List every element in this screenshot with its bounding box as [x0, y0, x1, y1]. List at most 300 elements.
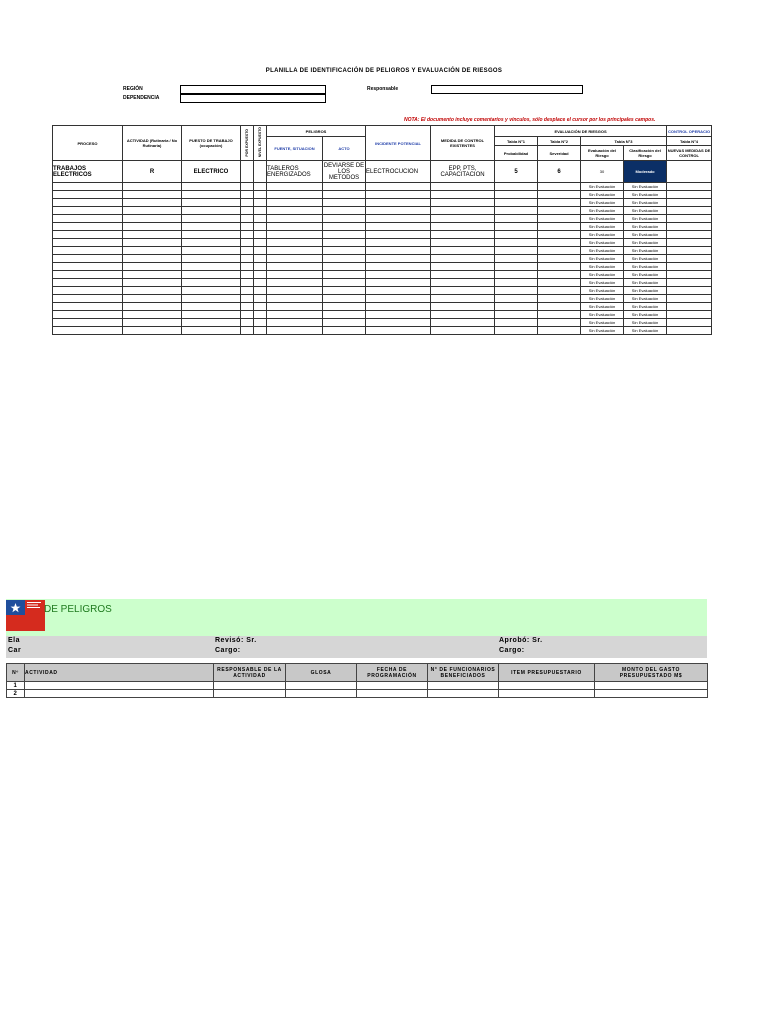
cell-actividad[interactable]: R	[123, 161, 182, 183]
table-cell[interactable]	[53, 311, 123, 319]
table-row	[53, 311, 712, 319]
table-cell[interactable]	[254, 215, 267, 223]
cell-funcionarios[interactable]	[428, 682, 499, 690]
cell-glosa[interactable]	[286, 690, 357, 698]
table-cell[interactable]	[431, 183, 495, 191]
table-cell[interactable]	[182, 327, 241, 335]
cell-evaluacion: Sin Evaluación	[581, 231, 624, 239]
table-cell[interactable]	[366, 183, 431, 191]
table-cell[interactable]	[254, 223, 267, 231]
table-cell[interactable]	[182, 239, 241, 247]
table-cell[interactable]	[431, 231, 495, 239]
table-cell[interactable]	[123, 327, 182, 335]
table-cell[interactable]	[241, 215, 254, 223]
table-cell[interactable]	[254, 183, 267, 191]
table-cell[interactable]	[254, 239, 267, 247]
table-cell[interactable]	[495, 215, 538, 223]
table-cell[interactable]	[123, 263, 182, 271]
table-cell[interactable]	[123, 207, 182, 215]
table-cell[interactable]	[366, 311, 431, 319]
table-cell[interactable]	[254, 207, 267, 215]
table-cell[interactable]	[366, 295, 431, 303]
cell-proceso[interactable]: TRABAJOS ELECTRICOS	[53, 161, 123, 183]
table-cell[interactable]	[366, 255, 431, 263]
cell-probabilidad[interactable]: 5	[495, 161, 538, 183]
table-cell[interactable]	[254, 287, 267, 295]
table-cell[interactable]	[267, 191, 323, 199]
table-cell[interactable]	[431, 255, 495, 263]
cell-evaluacion: Sin Evaluación	[581, 207, 624, 215]
cell-evaluacion: Sin Evaluación	[581, 255, 624, 263]
table-cell[interactable]	[323, 263, 366, 271]
table-cell[interactable]	[182, 207, 241, 215]
table-cell[interactable]	[241, 255, 254, 263]
table-cell[interactable]	[53, 279, 123, 287]
table-cell[interactable]	[431, 199, 495, 207]
table-cell[interactable]	[254, 199, 267, 207]
table-cell[interactable]	[254, 263, 267, 271]
cell-funcionarios[interactable]	[428, 690, 499, 698]
table-cell[interactable]	[366, 215, 431, 223]
table-cell[interactable]	[241, 207, 254, 215]
cell-incidente[interactable]: ELECTROCUCION	[366, 161, 431, 183]
table-cell[interactable]	[267, 231, 323, 239]
table-cell[interactable]	[431, 303, 495, 311]
cell-severidad[interactable]: 6	[538, 161, 581, 183]
table-cell[interactable]	[431, 311, 495, 319]
table-cell[interactable]	[323, 311, 366, 319]
table-cell[interactable]	[254, 319, 267, 327]
table-cell[interactable]	[667, 255, 712, 263]
table-cell[interactable]	[667, 311, 712, 319]
table-cell[interactable]	[53, 231, 123, 239]
cell-evaluacion: Sin Evaluación	[581, 271, 624, 279]
table-cell[interactable]	[53, 199, 123, 207]
table-row	[53, 247, 712, 255]
table-cell[interactable]	[667, 231, 712, 239]
table-cell[interactable]	[53, 223, 123, 231]
table-cell[interactable]	[123, 311, 182, 319]
table-cell[interactable]	[431, 319, 495, 327]
cell-item[interactable]	[499, 682, 595, 690]
table-cell[interactable]	[267, 319, 323, 327]
table-cell[interactable]	[323, 303, 366, 311]
table-cell[interactable]	[538, 247, 581, 255]
cell-fuente[interactable]: TABLEROS ENERGIZADOS	[267, 161, 323, 183]
table-cell[interactable]	[495, 247, 538, 255]
dependencia-label: DEPENDENCIA	[123, 95, 160, 101]
table-cell[interactable]	[366, 287, 431, 295]
table-row	[53, 199, 712, 207]
table-cell[interactable]	[667, 207, 712, 215]
responsable-field[interactable]	[431, 85, 583, 94]
table-cell[interactable]	[366, 327, 431, 335]
table-cell[interactable]	[538, 295, 581, 303]
cell-medida[interactable]: EPP, PTS, CAPACITACION	[431, 161, 495, 183]
table-cell[interactable]	[538, 319, 581, 327]
table-cell[interactable]	[241, 287, 254, 295]
table-cell[interactable]	[366, 303, 431, 311]
cell-nivel-expuesto[interactable]	[254, 161, 267, 183]
table-cell[interactable]	[267, 207, 323, 215]
cell-monto[interactable]	[595, 682, 708, 690]
header-evaluacion: EVALUACIÓN DE RIESGOS	[495, 126, 667, 137]
table-cell[interactable]	[267, 255, 323, 263]
table-cell[interactable]	[366, 271, 431, 279]
table-cell[interactable]	[53, 255, 123, 263]
table-cell[interactable]	[538, 311, 581, 319]
table-cell[interactable]	[667, 319, 712, 327]
table-cell[interactable]	[323, 215, 366, 223]
table-cell[interactable]	[495, 279, 538, 287]
table-cell[interactable]	[53, 287, 123, 295]
table-cell[interactable]	[323, 199, 366, 207]
table-cell[interactable]	[495, 255, 538, 263]
table-cell[interactable]	[431, 271, 495, 279]
cell-por-expuesto[interactable]	[241, 161, 254, 183]
table-cell[interactable]	[667, 303, 712, 311]
table-cell[interactable]	[53, 239, 123, 247]
table-cell[interactable]	[538, 199, 581, 207]
table-cell[interactable]	[53, 303, 123, 311]
table-cell[interactable]	[538, 239, 581, 247]
table-cell[interactable]	[123, 295, 182, 303]
cell-glosa[interactable]	[286, 682, 357, 690]
table-cell[interactable]	[495, 223, 538, 231]
table-cell[interactable]	[538, 271, 581, 279]
table-cell[interactable]	[538, 303, 581, 311]
cell-clasificacion: Sin Evaluación	[624, 247, 667, 255]
table-cell[interactable]	[123, 255, 182, 263]
table-cell[interactable]	[667, 191, 712, 199]
table-cell[interactable]	[123, 191, 182, 199]
table-cell[interactable]	[123, 303, 182, 311]
table-cell[interactable]	[123, 287, 182, 295]
table-cell[interactable]	[495, 287, 538, 295]
table-cell[interactable]	[667, 215, 712, 223]
table-cell[interactable]	[123, 279, 182, 287]
table-cell[interactable]	[254, 303, 267, 311]
table-cell[interactable]	[182, 303, 241, 311]
table-cell[interactable]	[538, 279, 581, 287]
table-cell[interactable]	[323, 183, 366, 191]
table-cell[interactable]	[182, 191, 241, 199]
table-cell[interactable]	[323, 223, 366, 231]
cell-evaluacion: Sin Evaluación	[581, 295, 624, 303]
cell-evaluacion: Sin Evaluación	[581, 311, 624, 319]
table-cell[interactable]	[366, 279, 431, 287]
table-cell[interactable]	[241, 231, 254, 239]
table-cell[interactable]	[267, 279, 323, 287]
table-cell[interactable]	[495, 231, 538, 239]
table-cell[interactable]	[667, 247, 712, 255]
cell-monto[interactable]	[595, 690, 708, 698]
table-cell[interactable]	[667, 183, 712, 191]
header-actividad: ACTIVIDAD (Rutinaria / No Rutinaria)	[123, 126, 182, 161]
table-cell[interactable]	[241, 311, 254, 319]
table-cell[interactable]	[123, 247, 182, 255]
table-cell[interactable]	[667, 271, 712, 279]
cell-clasificacion: Sin Evaluación	[624, 255, 667, 263]
table-cell[interactable]	[538, 207, 581, 215]
table-cell[interactable]	[241, 271, 254, 279]
table-cell[interactable]	[667, 199, 712, 207]
table-cell[interactable]	[323, 191, 366, 199]
table-cell[interactable]	[254, 271, 267, 279]
cell-clasificacion: Sin Evaluación	[624, 319, 667, 327]
table-cell[interactable]	[495, 191, 538, 199]
aprobo-cargo-label: Cargo:	[499, 647, 525, 654]
table-cell[interactable]	[366, 231, 431, 239]
table-cell[interactable]	[53, 295, 123, 303]
table-cell[interactable]	[431, 207, 495, 215]
table-cell[interactable]	[267, 263, 323, 271]
table-cell[interactable]	[538, 191, 581, 199]
table-cell[interactable]	[495, 207, 538, 215]
table-cell[interactable]	[254, 311, 267, 319]
table-cell[interactable]	[431, 191, 495, 199]
elaboro-label: Ela	[8, 637, 21, 644]
table-cell[interactable]	[366, 263, 431, 271]
table-cell[interactable]	[241, 199, 254, 207]
header-tabla1: Tabla N°1	[495, 137, 538, 146]
cell-evaluacion: Sin Evaluación	[581, 263, 624, 271]
table-cell[interactable]	[538, 223, 581, 231]
table-cell[interactable]	[366, 247, 431, 255]
cell-fecha[interactable]	[357, 682, 428, 690]
header-medida: MEDIDA DE CONTROL EXISTENTES	[431, 126, 495, 161]
table-cell[interactable]	[123, 231, 182, 239]
table-row	[7, 690, 708, 698]
table-cell[interactable]	[182, 223, 241, 231]
table-cell[interactable]	[667, 223, 712, 231]
col-item: ITEM PRESUPUESTARIO	[499, 664, 595, 682]
table-cell[interactable]	[431, 327, 495, 335]
cell-clasificacion: Sin Evaluación	[624, 303, 667, 311]
table-cell[interactable]	[53, 207, 123, 215]
table-cell[interactable]	[267, 271, 323, 279]
table-cell[interactable]	[182, 263, 241, 271]
table-cell[interactable]	[267, 215, 323, 223]
table-cell[interactable]	[241, 183, 254, 191]
col-responsable: RESPONSABLE DE LA ACTIVIDAD	[214, 664, 286, 682]
table-cell[interactable]	[267, 247, 323, 255]
table-cell[interactable]	[431, 215, 495, 223]
table-cell[interactable]	[431, 287, 495, 295]
table-cell[interactable]	[241, 191, 254, 199]
header-control-operacional: CONTROL OPERACIO	[667, 126, 712, 137]
cell-acto[interactable]: DEVIARSE DE LOS METODOS	[323, 162, 365, 181]
table-cell[interactable]	[182, 295, 241, 303]
table-cell[interactable]	[667, 295, 712, 303]
table-cell[interactable]	[495, 319, 538, 327]
table-cell[interactable]	[182, 319, 241, 327]
table-cell[interactable]	[123, 215, 182, 223]
table-cell[interactable]	[323, 231, 366, 239]
table-cell[interactable]	[254, 295, 267, 303]
cell-fecha[interactable]	[357, 690, 428, 698]
table-cell[interactable]	[182, 255, 241, 263]
table-cell[interactable]	[667, 287, 712, 295]
table-cell[interactable]	[538, 287, 581, 295]
table-cell[interactable]	[123, 271, 182, 279]
form2-signatures-band	[6, 636, 707, 658]
table-cell[interactable]	[431, 247, 495, 255]
cell-actividad[interactable]	[25, 682, 214, 690]
table-cell[interactable]	[254, 191, 267, 199]
table-cell[interactable]	[431, 295, 495, 303]
table-cell[interactable]	[667, 327, 712, 335]
table-cell[interactable]	[667, 263, 712, 271]
cell-puesto[interactable]: ELECTRICO	[182, 161, 241, 183]
cell-clasificacion: Sin Evaluación	[624, 199, 667, 207]
cell-responsable[interactable]	[214, 690, 286, 698]
table-cell[interactable]	[366, 223, 431, 231]
cell-evaluacion: Sin Evaluación	[581, 191, 624, 199]
table-cell[interactable]	[182, 311, 241, 319]
table-cell[interactable]	[241, 319, 254, 327]
table-cell[interactable]	[123, 319, 182, 327]
table-cell[interactable]	[538, 327, 581, 335]
table-cell[interactable]	[182, 183, 241, 191]
cell-actividad[interactable]	[25, 690, 214, 698]
table-cell[interactable]	[495, 239, 538, 247]
dependencia-field[interactable]	[180, 94, 326, 103]
reviso-label: Revisó: Sr.	[215, 637, 257, 644]
table-cell[interactable]	[53, 271, 123, 279]
table-cell[interactable]	[495, 199, 538, 207]
cell-item[interactable]	[499, 690, 595, 698]
header-tabla4: Tabla N°4	[667, 137, 712, 146]
header-severidad: Severidad	[538, 146, 581, 161]
table-row	[53, 161, 712, 183]
cell-nuevas-medidas[interactable]	[667, 161, 712, 183]
table-cell[interactable]	[267, 311, 323, 319]
table-cell[interactable]	[182, 215, 241, 223]
region-field[interactable]	[180, 85, 326, 94]
table-cell[interactable]	[254, 279, 267, 287]
table-cell[interactable]	[182, 199, 241, 207]
table-cell[interactable]	[53, 191, 123, 199]
table-cell[interactable]	[254, 247, 267, 255]
table-cell[interactable]	[182, 287, 241, 295]
table-cell[interactable]	[241, 295, 254, 303]
table-cell[interactable]	[538, 263, 581, 271]
table-cell[interactable]	[538, 231, 581, 239]
table-row	[53, 271, 712, 279]
table-cell[interactable]	[123, 239, 182, 247]
table-cell[interactable]	[267, 183, 323, 191]
table-cell[interactable]	[323, 279, 366, 287]
table-cell[interactable]	[495, 327, 538, 335]
table-cell[interactable]	[431, 263, 495, 271]
table-cell[interactable]	[323, 319, 366, 327]
header-nivel-expuesto	[254, 126, 267, 161]
table-cell[interactable]	[53, 263, 123, 271]
table-cell[interactable]	[366, 207, 431, 215]
table-cell[interactable]	[123, 183, 182, 191]
table-cell[interactable]	[267, 303, 323, 311]
cell-evaluacion: Sin Evaluación	[581, 327, 624, 335]
table-cell[interactable]	[241, 279, 254, 287]
table-cell[interactable]	[254, 231, 267, 239]
table-cell[interactable]	[267, 199, 323, 207]
cell-clasificacion: Moderado	[624, 161, 667, 183]
table-cell[interactable]	[267, 223, 323, 231]
table-row	[53, 255, 712, 263]
table-cell[interactable]	[495, 295, 538, 303]
table-cell[interactable]	[323, 207, 366, 215]
table-cell[interactable]	[182, 279, 241, 287]
table-cell[interactable]	[495, 271, 538, 279]
table-cell[interactable]	[495, 263, 538, 271]
table-cell[interactable]	[53, 319, 123, 327]
table-cell[interactable]	[241, 263, 254, 271]
table-cell[interactable]	[495, 183, 538, 191]
table-cell[interactable]	[366, 239, 431, 247]
table-cell[interactable]	[267, 295, 323, 303]
table-cell[interactable]	[267, 327, 323, 335]
table-cell[interactable]	[267, 287, 323, 295]
table-cell[interactable]	[241, 223, 254, 231]
table-cell[interactable]	[241, 327, 254, 335]
table-cell[interactable]	[53, 215, 123, 223]
cell-responsable[interactable]	[214, 682, 286, 690]
table-row	[53, 279, 712, 287]
table-cell[interactable]	[431, 223, 495, 231]
table-cell[interactable]	[667, 279, 712, 287]
cell-clasificacion: Sin Evaluación	[624, 183, 667, 191]
table-row	[53, 239, 712, 247]
table-cell[interactable]	[431, 279, 495, 287]
table-cell[interactable]	[53, 327, 123, 335]
table-cell[interactable]	[323, 239, 366, 247]
table-cell[interactable]	[254, 327, 267, 335]
reviso-cargo-label: Cargo:	[215, 647, 241, 654]
table-cell[interactable]	[182, 247, 241, 255]
table-cell[interactable]	[123, 223, 182, 231]
table-cell[interactable]	[323, 295, 366, 303]
table-cell[interactable]	[538, 215, 581, 223]
table-cell[interactable]	[323, 255, 366, 263]
table-cell[interactable]	[182, 231, 241, 239]
table-cell[interactable]	[323, 271, 366, 279]
table-cell[interactable]	[123, 199, 182, 207]
table-cell[interactable]	[366, 191, 431, 199]
table-cell[interactable]	[667, 239, 712, 247]
table-cell[interactable]	[53, 183, 123, 191]
table-cell[interactable]	[241, 247, 254, 255]
table-cell[interactable]	[241, 239, 254, 247]
table-cell[interactable]	[538, 255, 581, 263]
table-cell[interactable]	[538, 183, 581, 191]
table-cell[interactable]	[495, 303, 538, 311]
cell-clasificacion: Sin Evaluación	[624, 191, 667, 199]
table-cell[interactable]	[267, 239, 323, 247]
table-cell[interactable]	[323, 287, 366, 295]
cell-clasificacion: Sin Evaluación	[624, 207, 667, 215]
table-cell[interactable]	[53, 247, 123, 255]
table-cell[interactable]	[323, 327, 366, 335]
table-cell[interactable]	[323, 247, 366, 255]
table-cell[interactable]	[431, 239, 495, 247]
table-cell[interactable]	[366, 199, 431, 207]
table-cell[interactable]	[366, 319, 431, 327]
table-cell[interactable]	[182, 271, 241, 279]
table-cell[interactable]	[254, 255, 267, 263]
table-cell[interactable]	[241, 303, 254, 311]
table-cell[interactable]	[495, 311, 538, 319]
